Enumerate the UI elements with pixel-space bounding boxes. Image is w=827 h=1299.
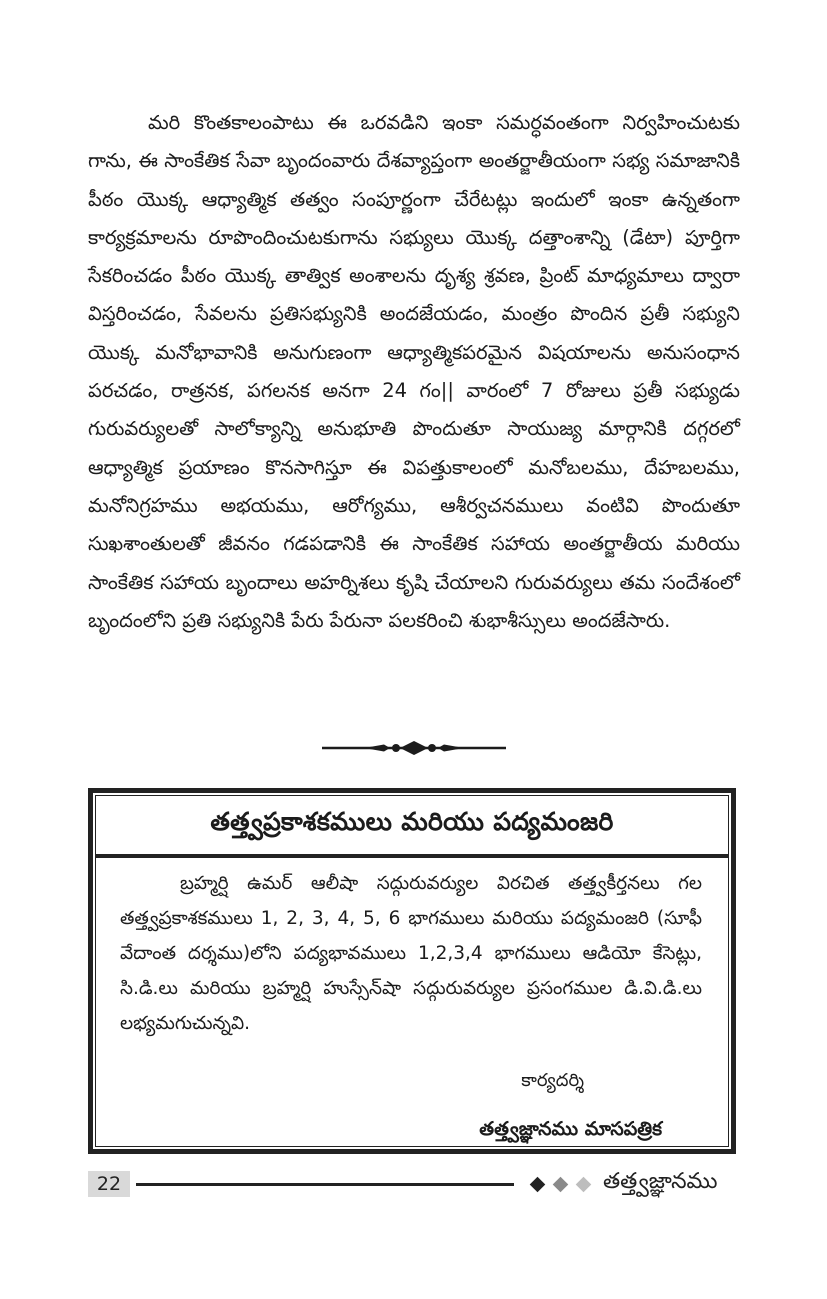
ornamental-divider <box>322 735 506 761</box>
footer-diamonds <box>532 1179 589 1190</box>
notice-body: బ్రహ్మర్షి ఉమర్ ఆలీషా సద్గురువర్యుల విరచిత తత్త్వకీర్తనలు గల తత్త్వప్రకాశకములు 1, 2, 3, 4, 5, 6 భాగములు మరియు పద్యమంజరి (సూఫీ వేదాంత దర్శము)లోని పద్యభావములు 1,2,3,4 భాగములు ఆడియో కేసెట్లు, సి.డి.లు మరియు బ్రహ్మర్షి హుస్సేన్‌షా సద్గురువర్యుల ప్రసంగముల డి.వి.డి.లు లభ్యమగుచున్నవి. <box>120 873 702 1034</box>
footer-rule <box>136 1183 514 1186</box>
signatory-role: కార్యదర్శి <box>521 1070 584 1091</box>
signatory-name: తత్త్వజ్ఞానము మాసపత్రిక <box>479 1118 662 1140</box>
page-number: 22 <box>88 1171 130 1197</box>
notice-title: తత్త్వప్రకాశకములు మరియు పద్యమంజరి <box>96 796 728 858</box>
diamond-icon <box>576 1176 592 1192</box>
notice-box <box>88 788 736 1154</box>
article-paragraph: మరి కొంతకాలంపాటు ఈ ఒరవడిని ఇంకా సమర్ధవంతంగా నిర్వహించుటకు గాను, ఈ సాంకేతిక సేవా బృందంవారు దేశవ్యాప్తంగా అంతర్జాతీయంగా సభ్య సమాజానికి పీఠం యొక్క ఆధ్యాత్మిక తత్వం సంపూర్ణంగా చేరేటట్లు ఇందులో ఇంకా ఉన్నతంగా కార్యక్రమాలను రూపొందించుటకుగాను సభ్యులు యొక్క దత్తాంశాన్ని (డేటా) పూర్తిగా సేకరించడం పీఠం యొక్క తాత్విక అంశాలను దృశ్య శ్రవణ, ప్రింట్ మాధ్యమాలు ద్వారా విస్తరించడం, సేవలను ప్రతిసభ్యునికి అందజేయడం, మంత్రం పొందిన ప్రతీ సభ్యుని యొక్క మనోభావానికి అనుగుణంగా ఆధ్యాత్మికపరమైన విషయాలను అనుసంధాన పరచడం, రాత్రనక, పగలనక అనగా 24 గం|| వారంలో 7 రోజులు ప్రతీ సభ్యుడు గురువర్యులతో సాలోక్యాన్ని అనుభూతి పొందుతూ సాయుజ్య మార్గానికి దగ్గరలో ఆధ్యాత్మిక ప్రయాణం కొనసాగిస్తూ ఈ విపత్తుకాలంలో మనోబలము, దేహబలము, మనోనిగ్రహము అభయము, ఆరోగ్యము, ఆశీర్వచనములు వంటివి పొందుతూ సుఖశాంతులతో జీవనం గడపడానికి ఈ సాంకేతిక సహాయ అంతర్జాతీయ మరియు సాంకేతిక సహాయ బృందాలు అహర్నిశలు కృషి చేయాలని గురువర్యులు తమ సందేశంలో బృందంలోని ప్రతి సభ్యునికి పేరు పేరునా పలకరించి శుభాశీస్సులు అందజేసారు. <box>88 111 740 632</box>
article-text <box>88 104 740 640</box>
page-footer <box>88 1170 740 1198</box>
magazine-title: తత్త్వజ్ఞానము <box>603 1169 718 1194</box>
diamond-icon <box>553 1176 569 1192</box>
diamond-icon <box>530 1176 546 1192</box>
